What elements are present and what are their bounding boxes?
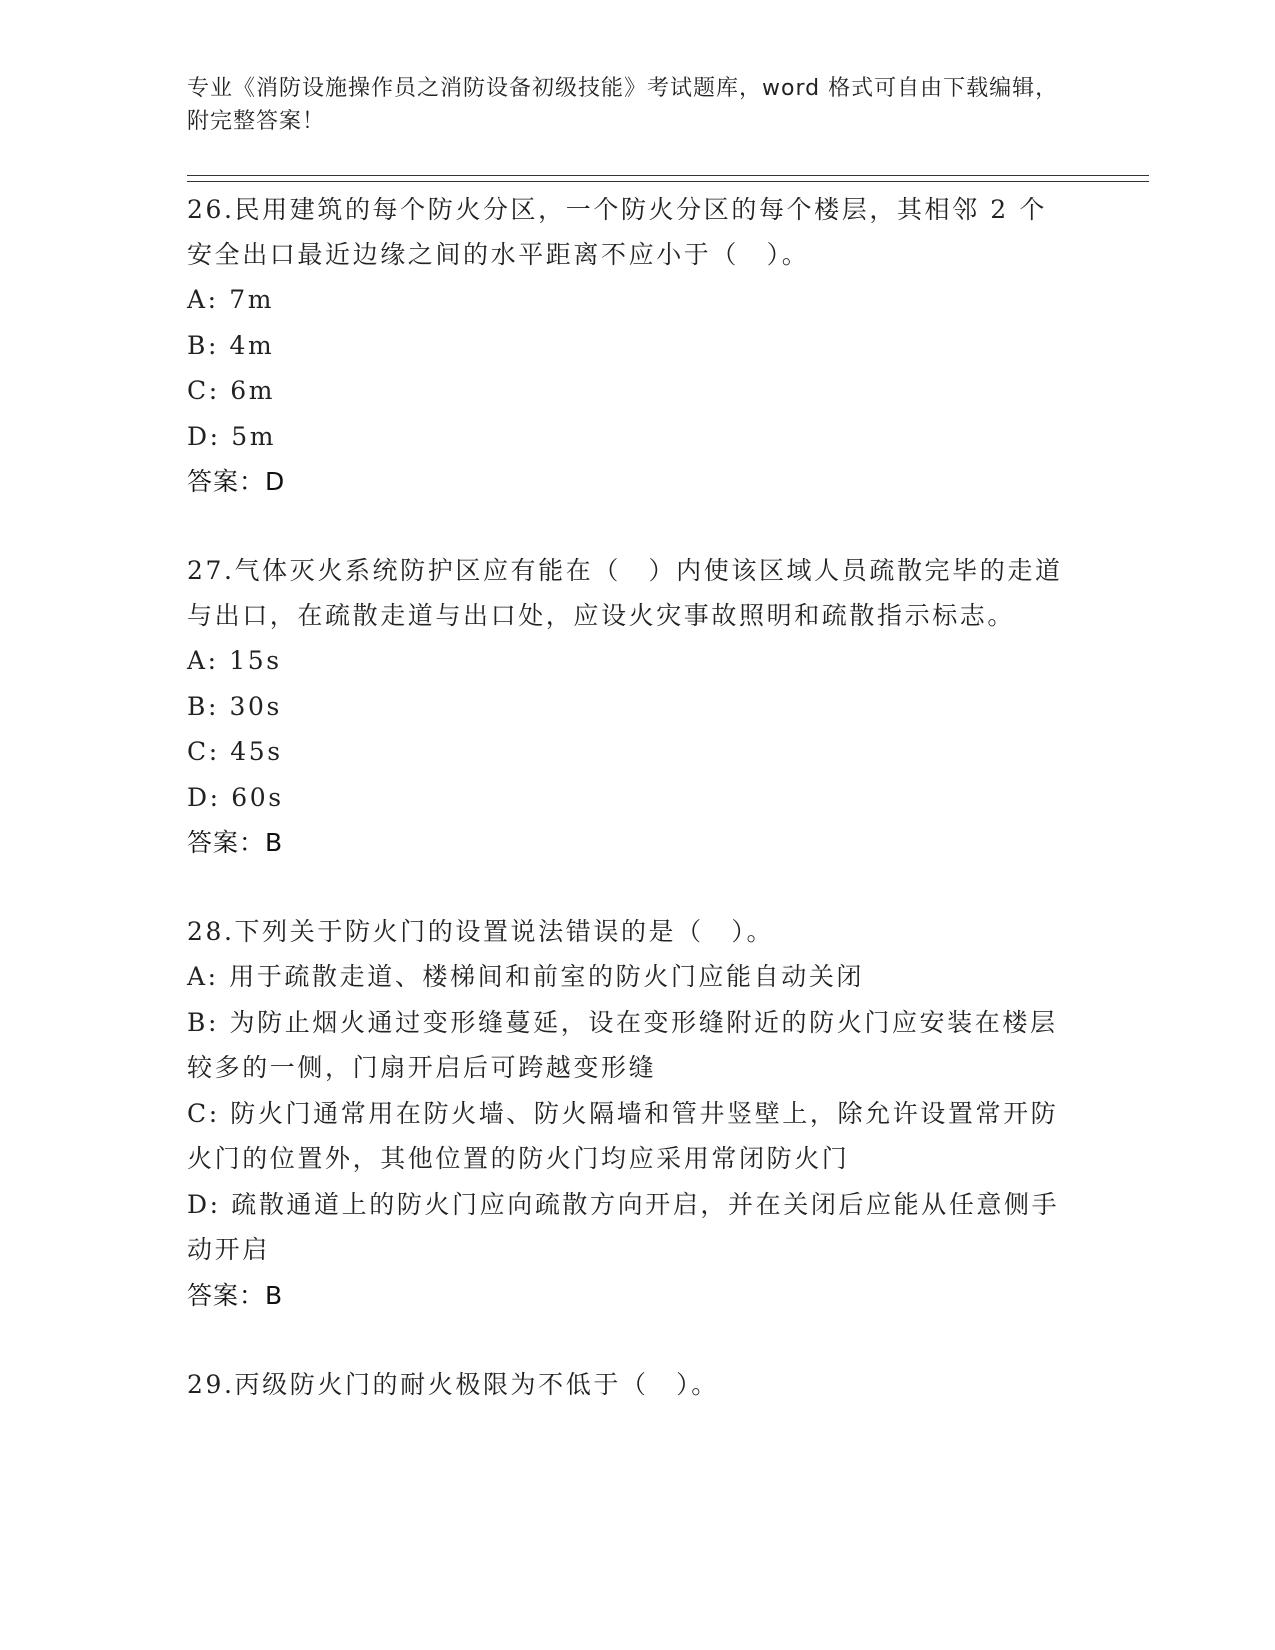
spacer xyxy=(187,1318,1067,1362)
question-27 xyxy=(187,548,1067,865)
question-29 xyxy=(187,1362,1067,1407)
option-a: A: 7m xyxy=(187,285,275,314)
question-stem: 26.民用建筑的每个防火分区，一个防火分区的每个楼层，其相邻 2 个安全出口最近边缘之间的水平距离不应小于（ ）。 xyxy=(187,195,1047,269)
question-stem: 27.气体灭火系统防护区应有能在（ ）内使该区域人员疏散完毕的走道与出口，在疏散走道与出口处，应设火灾事故照明和疏散指示标志。 xyxy=(187,556,1063,630)
answer: 答案：B xyxy=(187,828,284,857)
header-rule-top xyxy=(187,175,1149,176)
question-stem: 28.下列关于防火门的设置说法错误的是（ ）。 xyxy=(187,917,775,946)
option-a: A: 15s xyxy=(187,646,282,675)
header-rule-bottom xyxy=(187,181,1149,182)
option-d: D: 5m xyxy=(187,421,277,451)
question-28 xyxy=(187,909,1067,1318)
option-c: C: 6m xyxy=(187,376,276,405)
question-list xyxy=(187,187,1067,1407)
spacer xyxy=(187,504,1067,548)
option-b: B: 30s xyxy=(187,691,282,721)
option-b: B: 4m xyxy=(187,330,275,360)
option-a: A: 用于疏散走道、楼梯间和前室的防火门应能自动关闭 xyxy=(187,962,865,991)
option-b: B: 为防止烟火通过变形缝蔓延，设在变形缝附近的防火门应安装在楼层较多的一侧，门扇开启后可跨越变形缝 xyxy=(187,1007,1058,1082)
option-c: C: 45s xyxy=(187,737,283,766)
answer: 答案：D xyxy=(187,467,286,496)
option-d: D: 60s xyxy=(187,782,284,812)
spacer xyxy=(187,865,1067,909)
option-c: C: 防火门通常用在防火墙、防火隔墙和管井竖壁上，除允许设置常开防火门的位置外，其他位置的防火门均应采用常闭防火门 xyxy=(187,1098,1059,1173)
option-d: D: 疏散通道上的防火门应向疏散方向开启，并在关闭后应能从任意侧手动开启 xyxy=(187,1189,1060,1264)
document-header: 专业《消防设施操作员之消防设备初级技能》考试题库，word 格式可自由下载编辑，附完整答案！ xyxy=(187,76,1059,134)
question-26 xyxy=(187,187,1067,504)
answer: 答案：B xyxy=(187,1280,284,1310)
question-stem: 29.丙级防火门的耐火极限为不低于（ ）。 xyxy=(187,1369,719,1399)
